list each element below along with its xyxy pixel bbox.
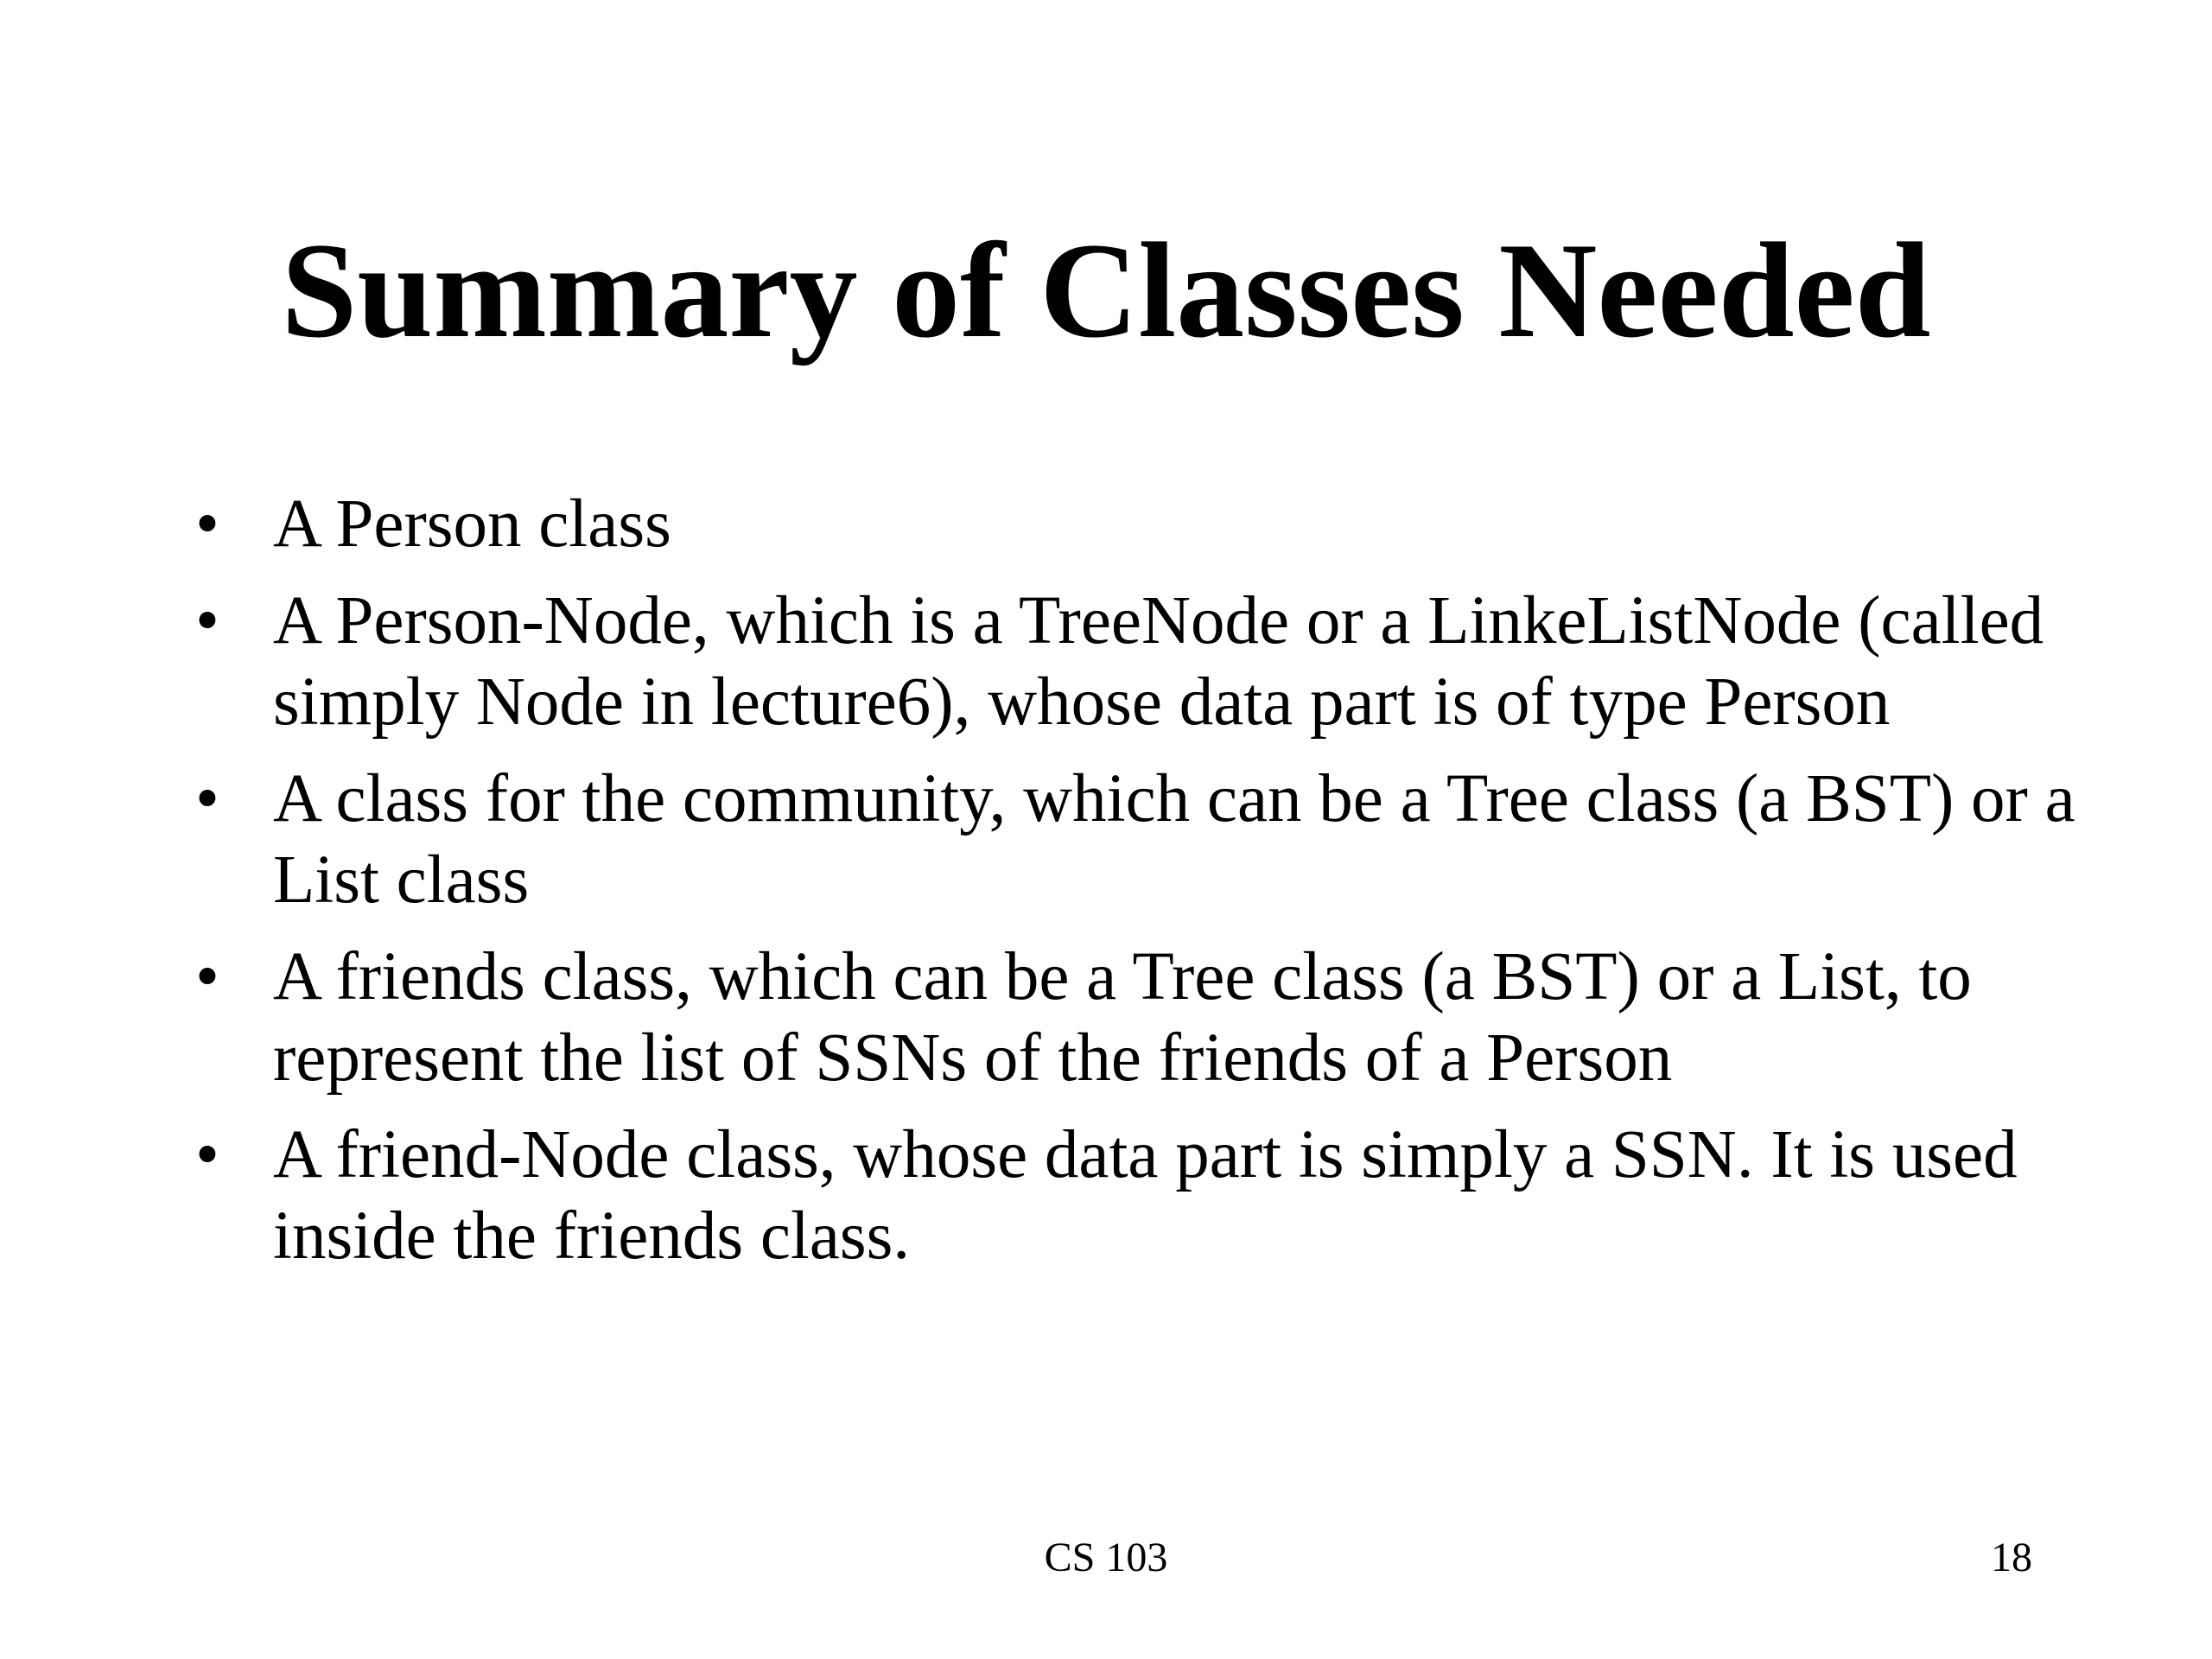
bullet-icon: • — [195, 1117, 219, 1192]
bullet-text: A Person-Node, which is a TreeNode or a LinkeListNode (called simply Node in lecture6), whose data part is of type Person — [273, 583, 2044, 740]
footer-course: CS 103 — [1044, 1535, 1168, 1580]
bullet-icon: • — [195, 939, 219, 1014]
bullet-icon: • — [195, 583, 219, 658]
bullet-icon: • — [195, 761, 219, 836]
bullet-text: A class for the community, which can be a Tree class (a BST) or a List class — [273, 761, 2075, 918]
bullet-text: A Person class — [273, 486, 671, 562]
bullet-item — [181, 484, 2126, 565]
bullet-text: A friend-Node class, whose data part is simply a SSN. It is used inside the friends class. — [273, 1117, 2018, 1274]
bullet-item — [181, 581, 2126, 743]
bullet-item — [181, 937, 2126, 1099]
bullet-item — [181, 759, 2126, 921]
bullet-list — [181, 484, 2126, 1293]
bullet-text: A friends class, which can be a Tree class (a BST) or a List, to represent the list of SSNs of the friends of a Person — [273, 939, 1972, 1096]
slide-title: Summary of Classes Needed — [281, 215, 1931, 366]
bullet-item — [181, 1115, 2126, 1277]
footer-page-number: 18 — [1991, 1535, 2032, 1580]
bullet-icon: • — [195, 486, 219, 562]
